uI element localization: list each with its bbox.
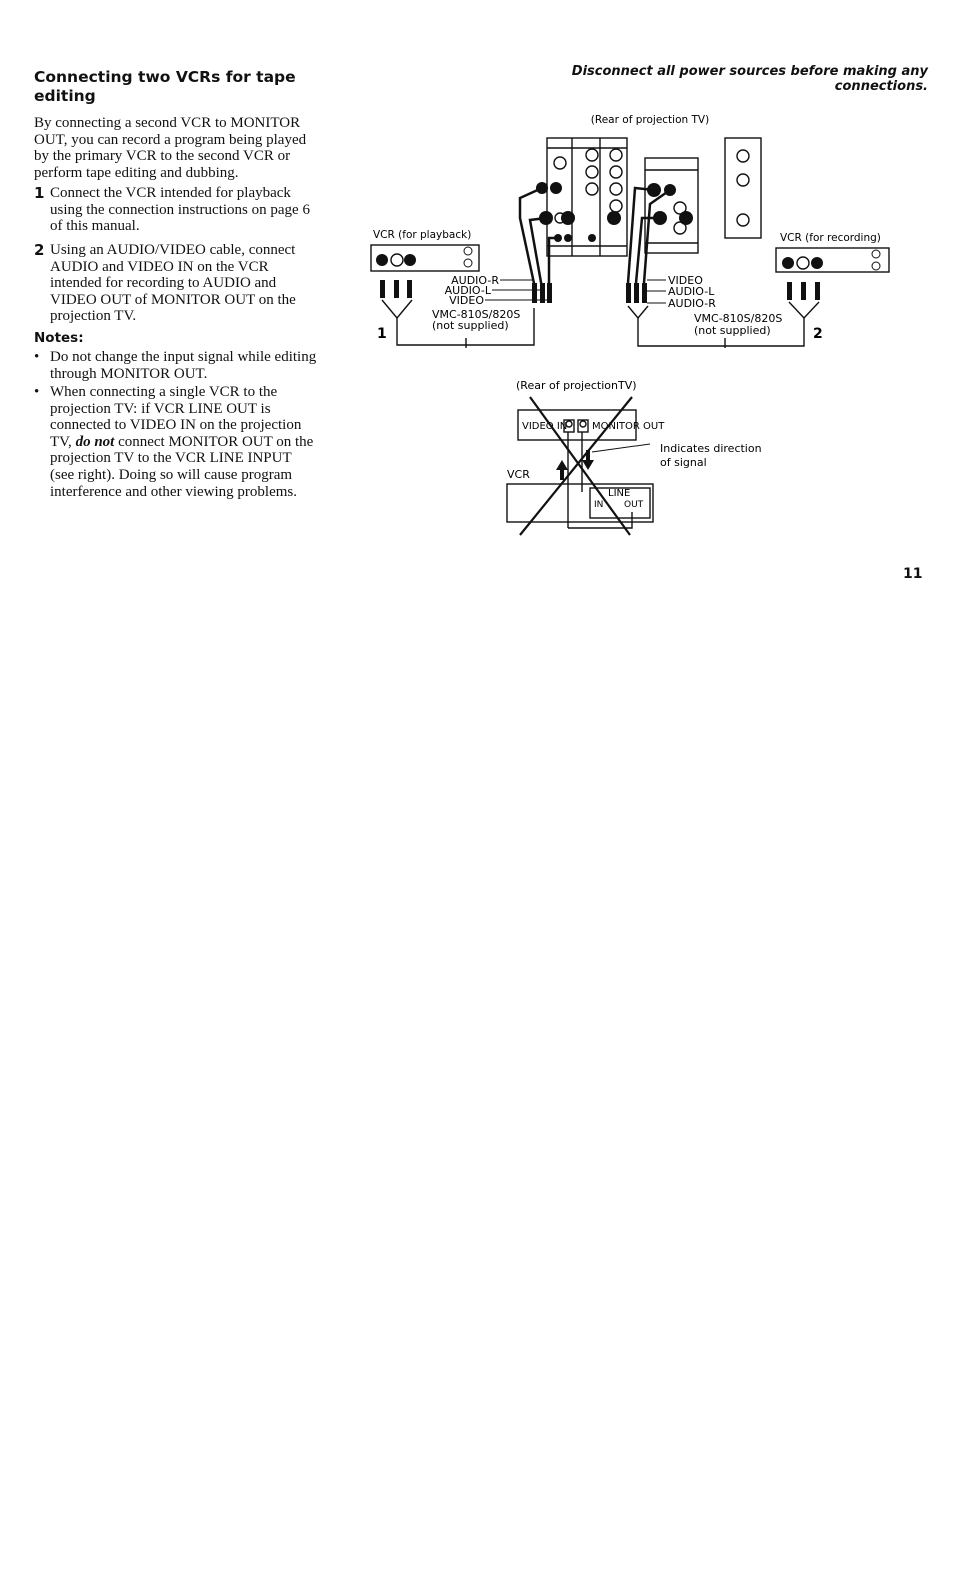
note-item bbox=[34, 384, 319, 500]
in-label: IN bbox=[594, 500, 604, 510]
svg-text:AUDIO-R: AUDIO-R bbox=[668, 297, 716, 310]
vcr-recording bbox=[776, 248, 889, 272]
two-vcr-connection-diagram bbox=[360, 108, 900, 358]
note-text bbox=[50, 384, 319, 500]
note-text: Do not change the input signal while editing through MONITOR OUT. bbox=[50, 349, 317, 382]
vcr-recording-label: VCR (for recording) bbox=[780, 232, 881, 244]
svg-text:VIDEO: VIDEO bbox=[449, 294, 484, 307]
out-label: OUT bbox=[624, 500, 644, 510]
step-2-marker: 2 bbox=[813, 326, 823, 342]
left-cable-labels bbox=[445, 274, 547, 307]
section-heading: Connecting two VCRs for tape editing bbox=[34, 68, 296, 105]
svg-text:AUDIO-L: AUDIO-L bbox=[444, 284, 491, 297]
svg-text:AUDIO-R: AUDIO-R bbox=[451, 274, 499, 287]
vcr-playback-label: VCR (for playback) bbox=[373, 229, 472, 241]
page-number: 11 bbox=[903, 566, 923, 582]
step-1-marker: 1 bbox=[377, 326, 387, 342]
aux-panel bbox=[725, 138, 761, 238]
monitor-out-panel bbox=[645, 158, 698, 253]
monitor-out-label: MONITOR OUT bbox=[592, 421, 665, 432]
step-1 bbox=[34, 185, 319, 235]
note-text-b: connect MONITOR OUT on the projection TV to the VCR LINE INPUT (see right). Doing so will cause program interference and other viewing problems. bbox=[50, 433, 314, 500]
tv-jack-plugs bbox=[536, 182, 621, 242]
step-text: Using an AUDIO/VIDEO cable, connect AUDIO and VIDEO IN on the VCR intended for recording to AUDIO and VIDEO OUT of MONITOR OUT on the projection TV. bbox=[50, 242, 296, 325]
vcr-playback bbox=[371, 245, 479, 271]
not-supplied-right: (not supplied) bbox=[694, 324, 771, 337]
note-item bbox=[34, 349, 319, 382]
vcr-label: VCR bbox=[507, 468, 530, 481]
not-supplied-left: (not supplied) bbox=[432, 319, 509, 332]
bullet: • bbox=[34, 349, 40, 365]
line-label: LINE bbox=[608, 488, 631, 499]
cable-model-left: VMC-810S/820S bbox=[432, 308, 521, 321]
right-cable-labels bbox=[647, 274, 716, 310]
video-in-label: VIDEO IN bbox=[522, 421, 568, 432]
note-emphasis: do not bbox=[75, 433, 115, 450]
step-number: 2 bbox=[34, 241, 45, 259]
cable-model-right: VMC-810S/820S bbox=[694, 312, 783, 325]
note-text-a: When connecting a single VCR to the projection TV: if VCR LINE OUT is connected to VIDEO IN on the projection TV, bbox=[50, 384, 302, 450]
intro-paragraph: By connecting a second VCR to MONITOR OUT, you can record a program being played by the primary VCR to the second VCR or perform tape editing and dubbing. bbox=[34, 115, 307, 181]
direction-label-2: of signal bbox=[660, 456, 707, 469]
rear-label: (Rear of projection TV) bbox=[590, 114, 710, 126]
svg-text:VIDEO: VIDEO bbox=[668, 274, 703, 287]
rear-label: (Rear of projectionTV) bbox=[516, 379, 637, 392]
power-warning: Disconnect all power sources before making any connections. bbox=[571, 64, 928, 94]
notes-heading: Notes: bbox=[34, 330, 84, 346]
bullet: • bbox=[34, 384, 40, 400]
direction-label-1: Indicates direction bbox=[660, 442, 762, 455]
step-2 bbox=[34, 242, 319, 325]
incorrect-connection-diagram bbox=[500, 372, 790, 542]
step-text: Connect the VCR intended for playback using the connection instructions on page 6 of this manual. bbox=[50, 185, 310, 235]
cross-mark bbox=[520, 397, 632, 535]
step-number: 1 bbox=[34, 184, 45, 202]
svg-text:AUDIO-L: AUDIO-L bbox=[668, 285, 715, 298]
